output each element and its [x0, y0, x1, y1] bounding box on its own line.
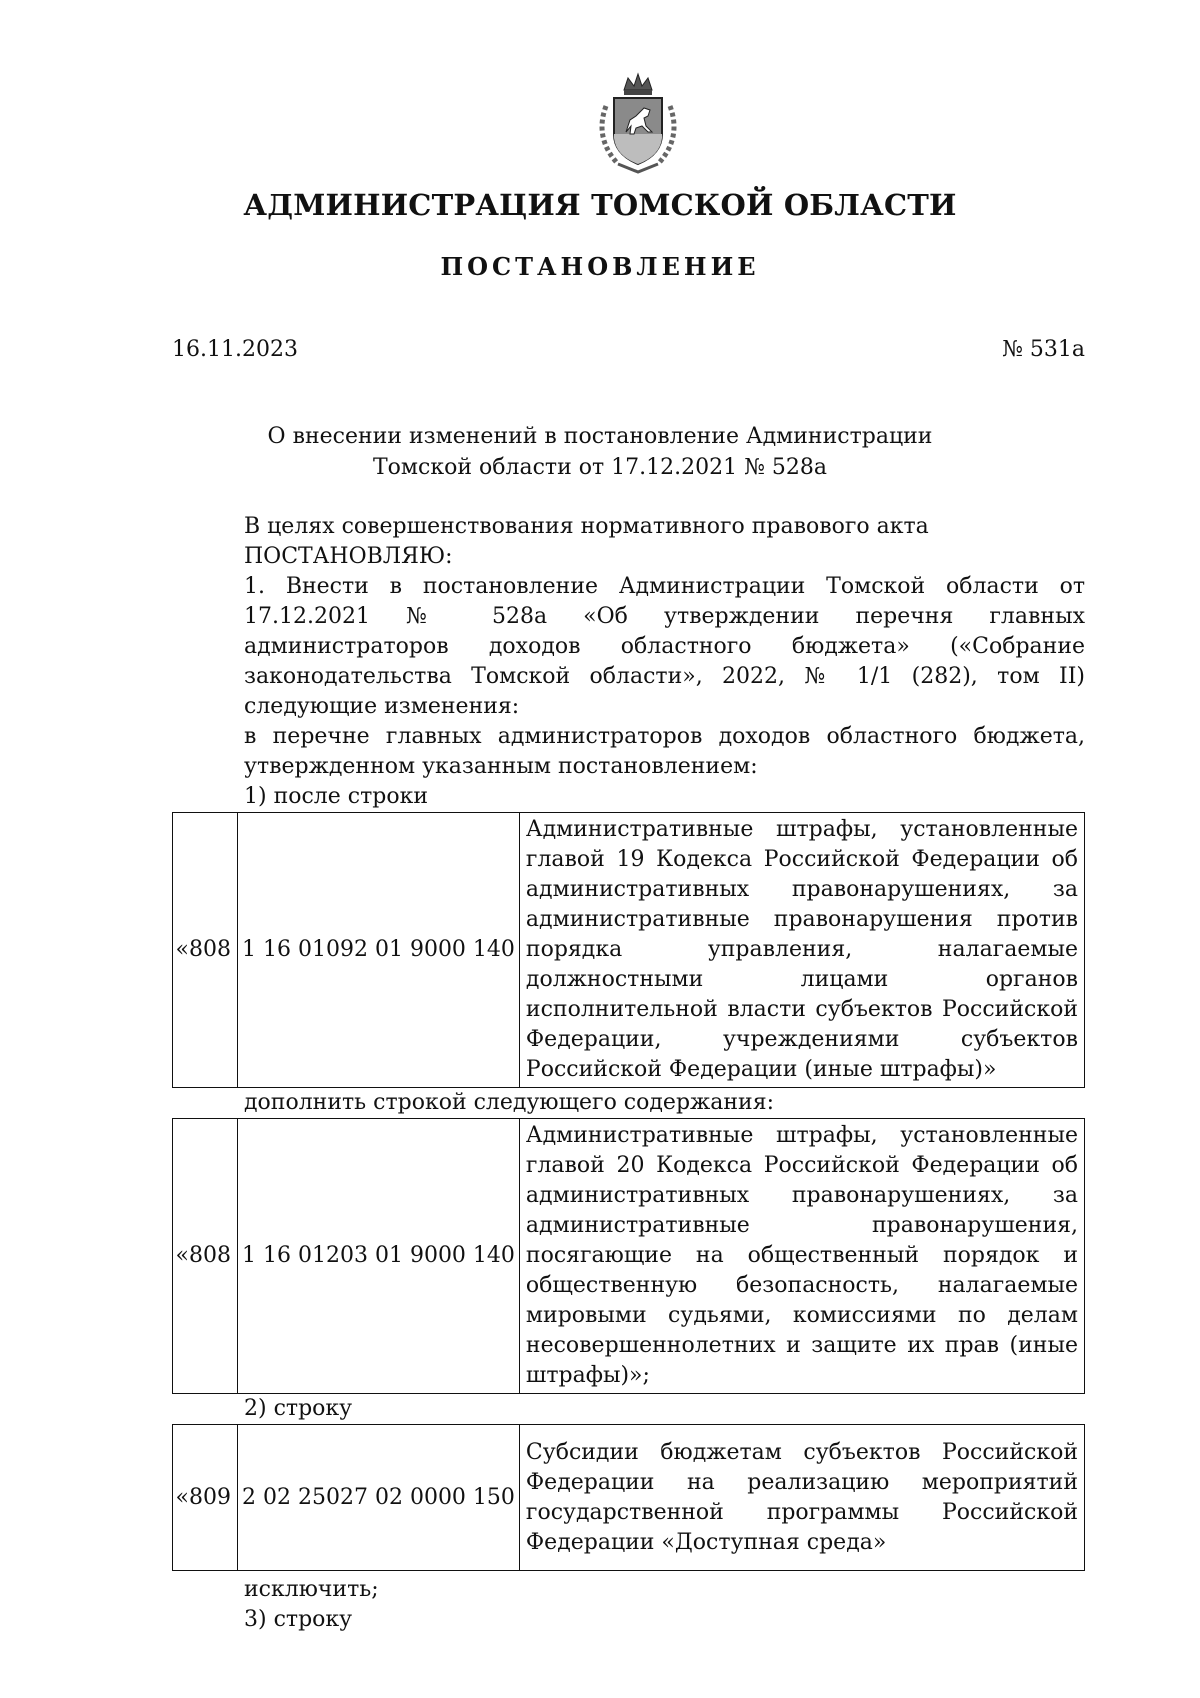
kbk-code-cell: 1 16 01092 01 9000 140	[238, 813, 520, 1088]
tomsk-coat-of-arms-icon	[584, 68, 692, 176]
after-table-1-text: дополнить строкой следующего содержания:	[244, 1090, 774, 1115]
subitem-1-label: 1) после строки	[244, 784, 429, 809]
document-body	[172, 512, 1085, 1635]
amendment-table-1	[172, 812, 1085, 1088]
amendment-table-3	[172, 1424, 1085, 1571]
kbk-code-cell: 1 16 01203 01 9000 140	[238, 1119, 520, 1394]
table-row	[173, 1425, 1085, 1571]
organization-name: АДМИНИСТРАЦИЯ ТОМСКОЙ ОБЛАСТИ	[243, 188, 957, 222]
subitem-2-label: 2) строку	[244, 1396, 353, 1421]
title-line: Томской области от 17.12.2021 № 528а	[372, 455, 828, 480]
title-line: О внесении изменений в постановление Администрации	[267, 424, 933, 449]
document-date: 16.11.2023	[172, 337, 298, 362]
table-row	[173, 813, 1085, 1088]
amendment-table-2	[172, 1118, 1085, 1394]
subitem-3-label: 3) строку	[244, 1607, 353, 1632]
exclude-text: исключить;	[244, 1577, 379, 1602]
intro-paragraph: в перечне главных администраторов доходов областного бюджета, утвержденном указанным постановлением:	[244, 724, 1085, 779]
revenue-description-cell: Субсидии бюджетам субъектов Российской Федерации на реализацию мероприятий государственной программы Российской Федерации «Доступная среда»	[519, 1425, 1084, 1571]
revenue-description-cell: Административные штрафы, установленные главой 19 Кодекса Российской Федерации об административных правонарушениях, за административные правонарушения против порядка управления, налагаемые должностными лицами органов исполнительной власти субъектов Российской Федерации, учреждениями субъектов Российской Федерации (иные штрафы)»	[519, 813, 1084, 1088]
admin-code-cell: «808	[173, 813, 238, 1088]
document-number: № 531а	[1002, 337, 1085, 362]
document-title	[0, 421, 1200, 483]
admin-code-cell: «808	[173, 1119, 238, 1394]
document-type: ПОСТАНОВЛЕНИЕ	[440, 252, 760, 281]
kbk-code-cell: 2 02 25027 02 0000 150	[238, 1425, 520, 1571]
item-1-paragraph: 1. Внести в постановление Администрации Томской области от 17.12.2021 № 528а «Об утверждении перечня главных администраторов доходов областного бюджета» («Собрание законодательства Томской области», 2022, № 1/1 (282), том II) следующие изменения:	[244, 574, 1085, 719]
revenue-description-cell: Административные штрафы, установленные главой 20 Кодекса Российской Федерации об административных правонарушениях, за административные правонарушения, посягающие на общественный порядок и общественную безопасность, налагаемые мировыми судьями, комиссиями по делам несовершеннолетних и защите их прав (иные штрафы)»;	[519, 1119, 1084, 1394]
purpose-paragraph: В целях совершенствования нормативного правового акта	[244, 514, 929, 539]
resolve-paragraph: ПОСТАНОВЛЯЮ:	[244, 544, 453, 569]
admin-code-cell: «809	[173, 1425, 238, 1571]
table-row	[173, 1119, 1085, 1394]
